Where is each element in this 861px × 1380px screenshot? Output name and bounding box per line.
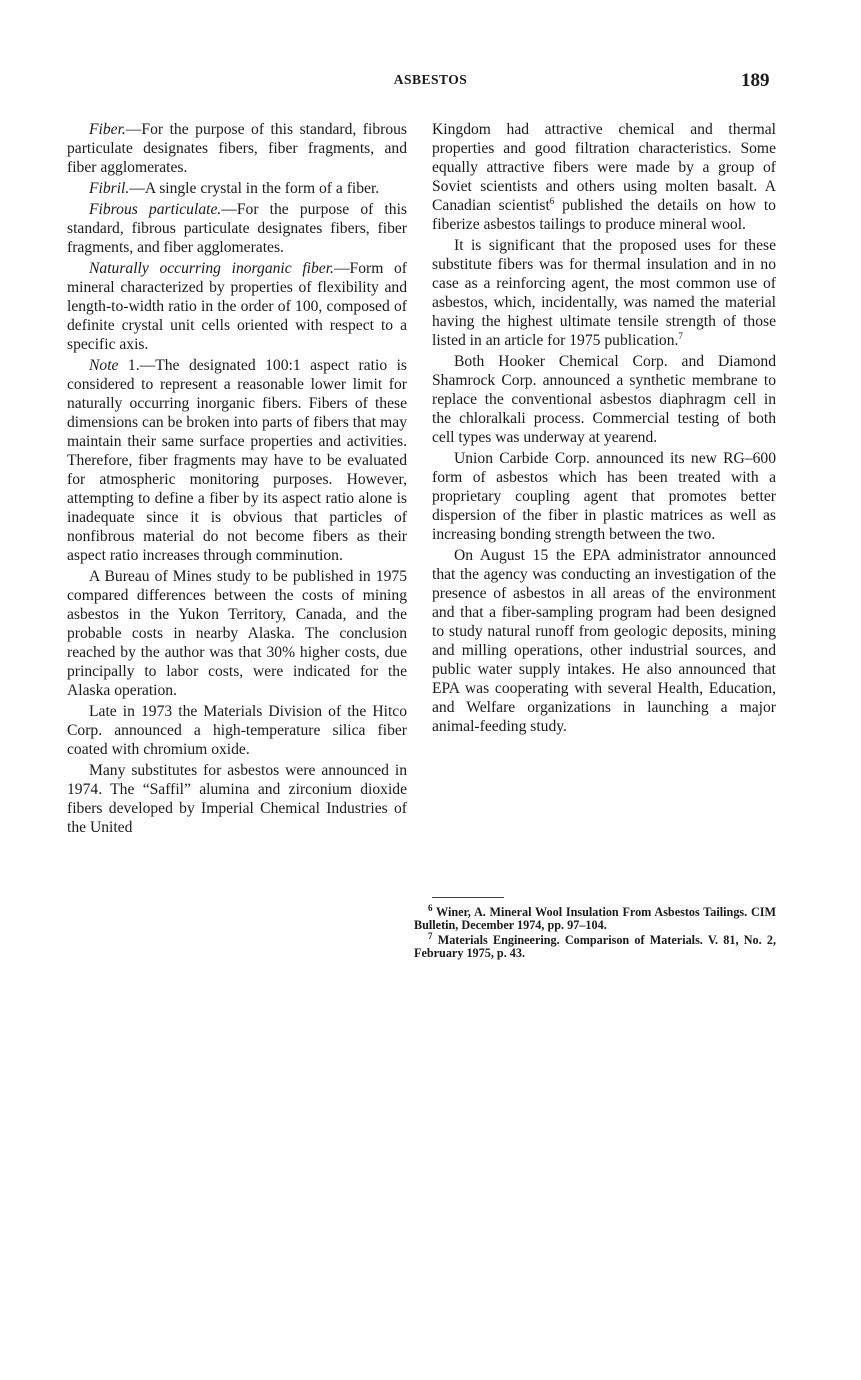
footnote-ref-6: 6 bbox=[549, 195, 555, 206]
note-1: Note 1.—The designated 100:1 aspect ratio is considered to represent a reasonable lower limit for naturally occurring inorganic fibers. Fibers of these dimensions can be broken into parts of fibers that may maintain their same surface properties and activities. Therefore, fiber fragments may have to be evaluated for atmospheric monitoring purposes. However, attempting to define a fiber by its aspect ratio alone is inadequate since it is obvious that particles of nonfibrous material do not become fibers as their aspect ratio increases through comminution. bbox=[67, 357, 407, 564]
term-fibrous-particulate: Fibrous particulate. bbox=[89, 201, 222, 218]
paragraph-proposed-uses: It is significant that the proposed uses for these substitute fibers was for thermal insulation and in no case as a reinforcing agent, the most common use of asbestos, which, incidentally, was named the material having the highest ultimate tensile strength of those listed in an article for 1975 publication.$^7$ bbox=[432, 237, 776, 349]
term-naturally-occurring: Naturally occurring inorganic fiber. bbox=[89, 260, 334, 277]
left-column bbox=[67, 120, 407, 839]
term-fiber: Fiber. bbox=[89, 121, 126, 138]
term-fibril: Fibril. bbox=[89, 180, 130, 197]
definition-naturally-occurring-fiber: Naturally occurring inorganic fiber.—Form of mineral characterized by properties of flexibility and length-to-width ratio in the order of 100, composed of definite crystal unit cells oriented with respect to a specific axis. bbox=[67, 260, 407, 353]
definition-fiber: Fiber.—For the purpose of this standard, fibrous particulate designates fibers, fiber fragments, and fiber agglomerates. bbox=[67, 121, 407, 176]
term-note: Note bbox=[89, 357, 119, 374]
paragraph-union-carbide: Union Carbide Corp. announced its new RG–600 form of asbestos which has been treated with a proprietary coupling agent that promotes better dispersion of the fiber in plastic matrices as well as increasing bonding strength between the two. bbox=[432, 450, 776, 543]
paragraph-continued: Kingdom had attractive chemical and thermal properties and good filtration characteristics. Some equally attractive fibers were made by a group of Soviet scientists and others using molten basalt. A Canadian scientist$^6$ published the details on how to fiberize asbestos tailings to produce mineral wool. bbox=[432, 121, 776, 233]
definition-fibrous-particulate: Fibrous particulate.—For the purpose of this standard, fibrous particulate designates fibers, fiber fragments, and fiber agglomerates. bbox=[67, 201, 407, 256]
paragraph-hooker-diamond: Both Hooker Chemical Corp. and Diamond Shamrock Corp. announced a synthetic membrane to replace the conventional asbestos diaphragm cell in the chloralkali process. Commercial testing of both cell types was underway at yearend. bbox=[432, 353, 776, 446]
paragraph-substitutes: Many substitutes for asbestos were announced in 1974. The “Saffil” alumina and zirconium dioxide fibers developed by Imperial Chemical Industries of the United bbox=[67, 762, 407, 836]
running-header: ASBESTOS bbox=[393, 72, 468, 87]
right-column bbox=[432, 120, 776, 738]
footnote-divider bbox=[432, 897, 504, 898]
page-number: 189 bbox=[741, 70, 770, 91]
footnote-6: $^6$ Winer, A. Mineral Wool Insulation From Asbestos Tailings. CIM Bulletin, December 1974, pp. 97–104. bbox=[414, 902, 776, 932]
footnote-7: $^7$ Materials Engineering. Comparison of Materials. V. 81, No. 2, February 1975, p. 43. bbox=[414, 930, 776, 960]
paragraph-bureau-of-mines: A Bureau of Mines study to be published in 1975 compared differences between the costs of mining asbestos in the Yukon Territory, Canada, and the probable costs in nearby Alaska. The conclusion reached by the author was that 30% higher costs, due principally to labor costs, were indicated for the Alaska operation. bbox=[67, 568, 407, 699]
paragraph-epa: On August 15 the EPA administrator announced that the agency was conducting an investigation of the presence of asbestos in all areas of the environment and that a fiber-sampling program had been designed to study natural runoff from geologic deposits, mining and milling operations, other industrial sources, and public water supply intakes. He also announced that EPA was cooperating with several Health, Education, and Welfare organizations in launching a major animal-feeding study. bbox=[432, 547, 776, 735]
footnote-ref-7: 7 bbox=[678, 330, 683, 341]
paragraph-hitco: Late in 1973 the Materials Division of the Hitco Corp. announced a high-temperature silica fiber coated with chromium oxide. bbox=[67, 703, 407, 758]
definition-fibril: Fibril.—A single crystal in the form of a fiber. bbox=[89, 180, 380, 197]
footnotes bbox=[414, 902, 776, 962]
